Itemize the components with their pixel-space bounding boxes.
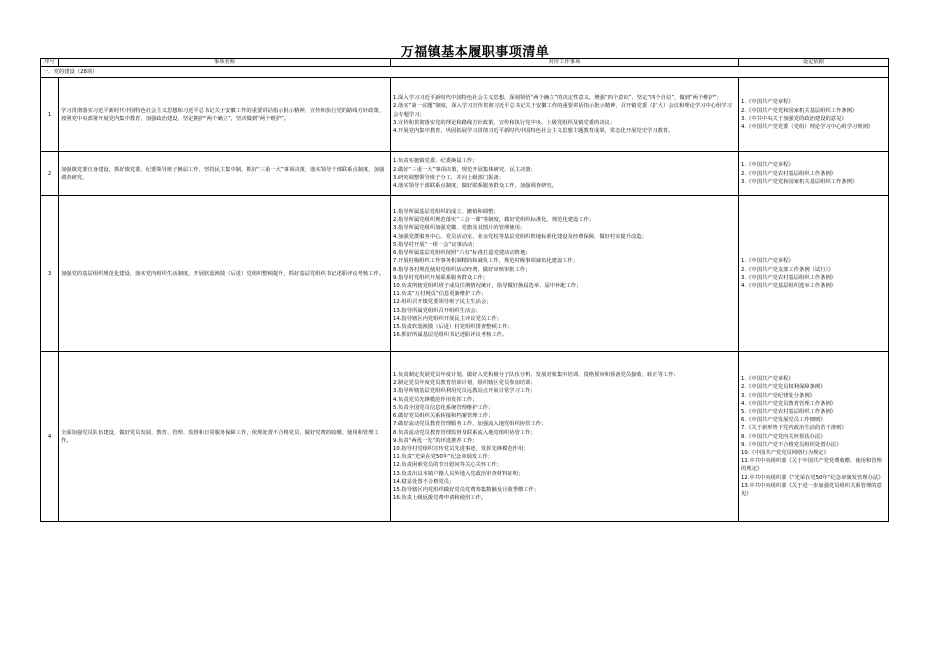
basis-item: 1.《中国共产党章程》 [741, 258, 794, 265]
work-item: 3.宣传和贯彻落实党的理论和路线方针政策，宣传和执行党中央、上级党组织及镇党委的决议； [393, 119, 616, 126]
row-item: 全面加强党员队伍建设，做好党员发展、教育、管理、监督和日常服务保障工作，依规处置不合格党员，做好党费的收缴、使用和管理工作。 [59, 352, 391, 522]
basis-item: 9.《中国共产党不合格党员组织处置办法》 [741, 441, 842, 448]
work-item: 14.稳妥处置不合格党员； [393, 478, 455, 485]
work-item: 11.负责“万村网页”信息更新维护工作； [393, 291, 487, 298]
work-item: 4.加强党群服务中心、党员活动室、业余党校等基层党组织阵地标准化建设及经费保障，做好村室提升改造； [393, 233, 648, 240]
row-seq: 3 [41, 196, 59, 352]
work-item: 2.做好“三重一大”事项决策，规范开展集体研究、民主决策； [393, 166, 536, 173]
work-item: 10.指导村党组织宣传党员先进事迹，发挥先锋模范作用； [393, 445, 529, 452]
work-item: 2.落实“第一议题”制度，深入学习宣传贯彻习近平总书记关于安徽工作的重要讲话指示批示精神，召开镇党委（扩大）会议和理论学习中心组学习会专题学习； [393, 103, 732, 118]
work-item: 1.负责制定发展党员年度计划，做好入党积极分子队伍分析、发展对象集中培训、资格预审和预备党员接收、转正等工作； [393, 372, 679, 379]
work-item: 1.负责实施镇党委、纪委换届工作； [393, 158, 478, 165]
row-basis [739, 78, 889, 152]
work-item: 4.开展党内集中教育，巩固拓展学习贯彻习近平新时代中国特色社会主义思想主题教育成果，常态化开展党史学习教育。 [393, 128, 674, 134]
row-work [391, 196, 739, 352]
section-label: 一、党的建设（28项） [41, 67, 889, 78]
basis-item: 1.《中国共产党章程》 [741, 376, 794, 383]
basis-item: 4.《中国共产党党委（党组）理论学习中心组学习规则》 [741, 123, 874, 130]
work-item: 6.指导所属基层党组织按照“六有”标准打造党建活动阵地； [393, 250, 531, 257]
row-item: 加强党的基层组织规范化建设，落实党内组织生活制度，开展软弱涣散（后进）党组织整顿提升，抓好基层党组织书记述职评议考核工作。 [59, 196, 391, 352]
work-item: 3.研究调整领导班子分工，并向上级部门报备； [393, 174, 504, 181]
work-item: 7.开展村级组织工作事务机制精简和减负工作，规范村级事项减负化建设工作； [393, 258, 579, 265]
row-seq: 4 [41, 352, 59, 522]
work-item: 1.指导所属基层党组织的成立、撤销和调整； [393, 209, 499, 216]
work-item: 5.负责全国党员信息化系统管理维护工作； [393, 404, 494, 411]
basis-item: 1.《中国共产党章程》 [741, 162, 794, 169]
header-row [41, 59, 889, 67]
basis-item: 11.中共中央组织部《关于中国共产党党费收缴、使用和管理的规定》 [741, 458, 882, 473]
row-work [391, 152, 739, 196]
header-seq: 序号 [41, 59, 59, 67]
work-item: 4.负责党员先锋模范作用发挥工作； [393, 396, 478, 403]
basis-item: 2.《中国共产党党和国家机关基层组织工作条例》 [741, 107, 858, 114]
work-item: 12.组织召开镇党委领导班子民主生活会； [393, 299, 492, 306]
work-item: 8.负责流动党员教育管理监督及联系流入地党组织协管工作； [393, 429, 536, 436]
table-row [41, 196, 889, 352]
row-item: 加强镇党委自身建设，抓好镇党委、纪委领导班子换届工作，坚持民主集中制，抓好“三重一大”事项决策，落实领导干部联系点制度，加强调查研究。 [59, 152, 391, 196]
work-item: 16.抓好所属基层党组织书记述职评议考核工作。 [393, 332, 508, 339]
basis-item: 2.《中国共产党党员权利保障条例》 [741, 384, 826, 391]
work-item: 14.指导辖区内党组织开展民主评议党员工作； [393, 315, 503, 322]
row-basis [739, 152, 889, 196]
basis-item: 3.《中国共产党农村基层组织工作条例》 [741, 274, 837, 281]
work-item: 1.深入学习习近平新时代中国特色社会主义思想，深刻领悟“两个确立”的决定性意义，增强“四个意识”、坚定“四个自信”，做到“两个维护”； [393, 95, 722, 102]
work-item: 15.负责软弱涣散（后进）村党组织排查整顿工作； [393, 323, 513, 330]
work-item: 12.负责困难党员的节日慰问等关心关怀工作； [393, 462, 503, 469]
work-item: 13.指导所属党组织召开组织生活会； [393, 307, 481, 314]
basis-item: 2.《中国共产党支部工作条例（试行）》 [741, 266, 834, 273]
work-item: 2.指导所属党组织规范落实“三会一课”等制度，做好党组织标准化、规范化建设工作； [393, 217, 595, 224]
row-basis [739, 352, 889, 522]
row-work [391, 78, 739, 152]
work-item: 13.负责出具本镇户籍人员外地入党政治审查材料证明； [393, 470, 524, 477]
work-item: 16.负责上级返拨党费申请和使用工作。 [393, 495, 487, 502]
basis-item: 8.《中国共产党党内关怀帮扶办法》 [741, 433, 826, 440]
section-row [41, 67, 889, 78]
basis-item: 10.《中国共产党党员网络行为规定》 [741, 450, 829, 456]
basis-item: 4.《中国共产党基层组织选举工作条例》 [741, 282, 837, 289]
duty-table [40, 58, 889, 522]
basis-item: 7.《关于新形势下党内政治生活的若干准则》 [741, 425, 847, 432]
table-row [41, 352, 889, 522]
row-item: 学习贯彻落实习近平新时代中国特色社会主义思想和习近平总书记关于安徽工作的重要讲话指示批示精神，宣传和执行党的路线方针政策，按照党中央部署开展党内集中教育，加强政治建设，坚定拥护“两个确立”，坚决做到“两个维护”。 [59, 78, 391, 152]
table-row [41, 152, 889, 196]
work-item: 11.负责“光荣在党50年”纪念章颁发工作； [393, 454, 494, 461]
basis-item: 3.《中共中央关于加强党的政治建设的意见》 [741, 115, 847, 122]
work-item: 4.落实领导干部联系点制度，做好联系服务群众工作，加强调查研究。 [393, 182, 557, 189]
row-seq: 1 [41, 78, 59, 152]
row-seq: 2 [41, 152, 59, 196]
work-item: 6.做好党员组织关系转接和档案管理工作； [393, 413, 494, 420]
work-item: 10.负责所辖党组织班子成员任期情况统计，指导做好换届选举、届中补配工作； [393, 282, 582, 289]
basis-item: 1.《中国共产党章程》 [741, 99, 794, 106]
work-item: 8.指导各村规范使用党组织活动经费，做好审核审批工作； [393, 266, 531, 273]
work-item: 15.指导辖区内党组织做好党员党费筹集数额及月收季缴工作； [393, 486, 540, 493]
work-item: 7.做好流动党员教育管理服务工作，加强流入地党组织协管工作； [393, 421, 547, 428]
basis-item: 4.《中国共产党党员教育管理工作条例》 [741, 400, 837, 407]
work-item: 3.指导所辖基层党组织利用党员远教站点开展日常学习工作； [393, 388, 536, 395]
header-item: 事项名称 [59, 59, 391, 67]
basis-item: 3.《中国共产党纪律处分条例》 [741, 392, 815, 399]
basis-item: 13.中共中央组织部《关于进一步加强党员组织关系管理的意见》 [741, 482, 882, 498]
table-row [41, 78, 889, 152]
work-item: 9.负责“两优一先”的评选推荐工作； [393, 437, 478, 444]
work-item: 9.指导村党组织开展联系服务群众工作； [393, 274, 489, 281]
row-work [391, 352, 739, 522]
header-work: 对应工作事项 [391, 59, 739, 67]
work-item: 2.制定党员年度党员教育培训计划，组织辖区党员参加培训； [393, 380, 536, 387]
document-title: 万福镇基本履职事项清单 [400, 45, 550, 60]
work-item: 5.指导村开展“一组一会”议事活动； [393, 241, 478, 248]
basis-item: 12.中共中央组织部《“光荣在党50年”纪念章颁发管理办法》 [741, 474, 884, 481]
basis-item: 2.《中国共产党农村基层组织工作条例》 [741, 170, 837, 177]
basis-item: 3.《中国共产党党和国家机关基层组织工作条例》 [741, 178, 858, 185]
row-basis [739, 196, 889, 352]
header-basis: 设定依据 [739, 59, 889, 67]
basis-item: 5.《中国共产党农村基层组织工作条例》 [741, 408, 837, 415]
work-item: 3.指导所属党组织加强党徽、党旗及其图片的管理使用； [393, 225, 526, 232]
basis-item: 6.《中国共产党发展党员工作细则》 [741, 417, 826, 424]
